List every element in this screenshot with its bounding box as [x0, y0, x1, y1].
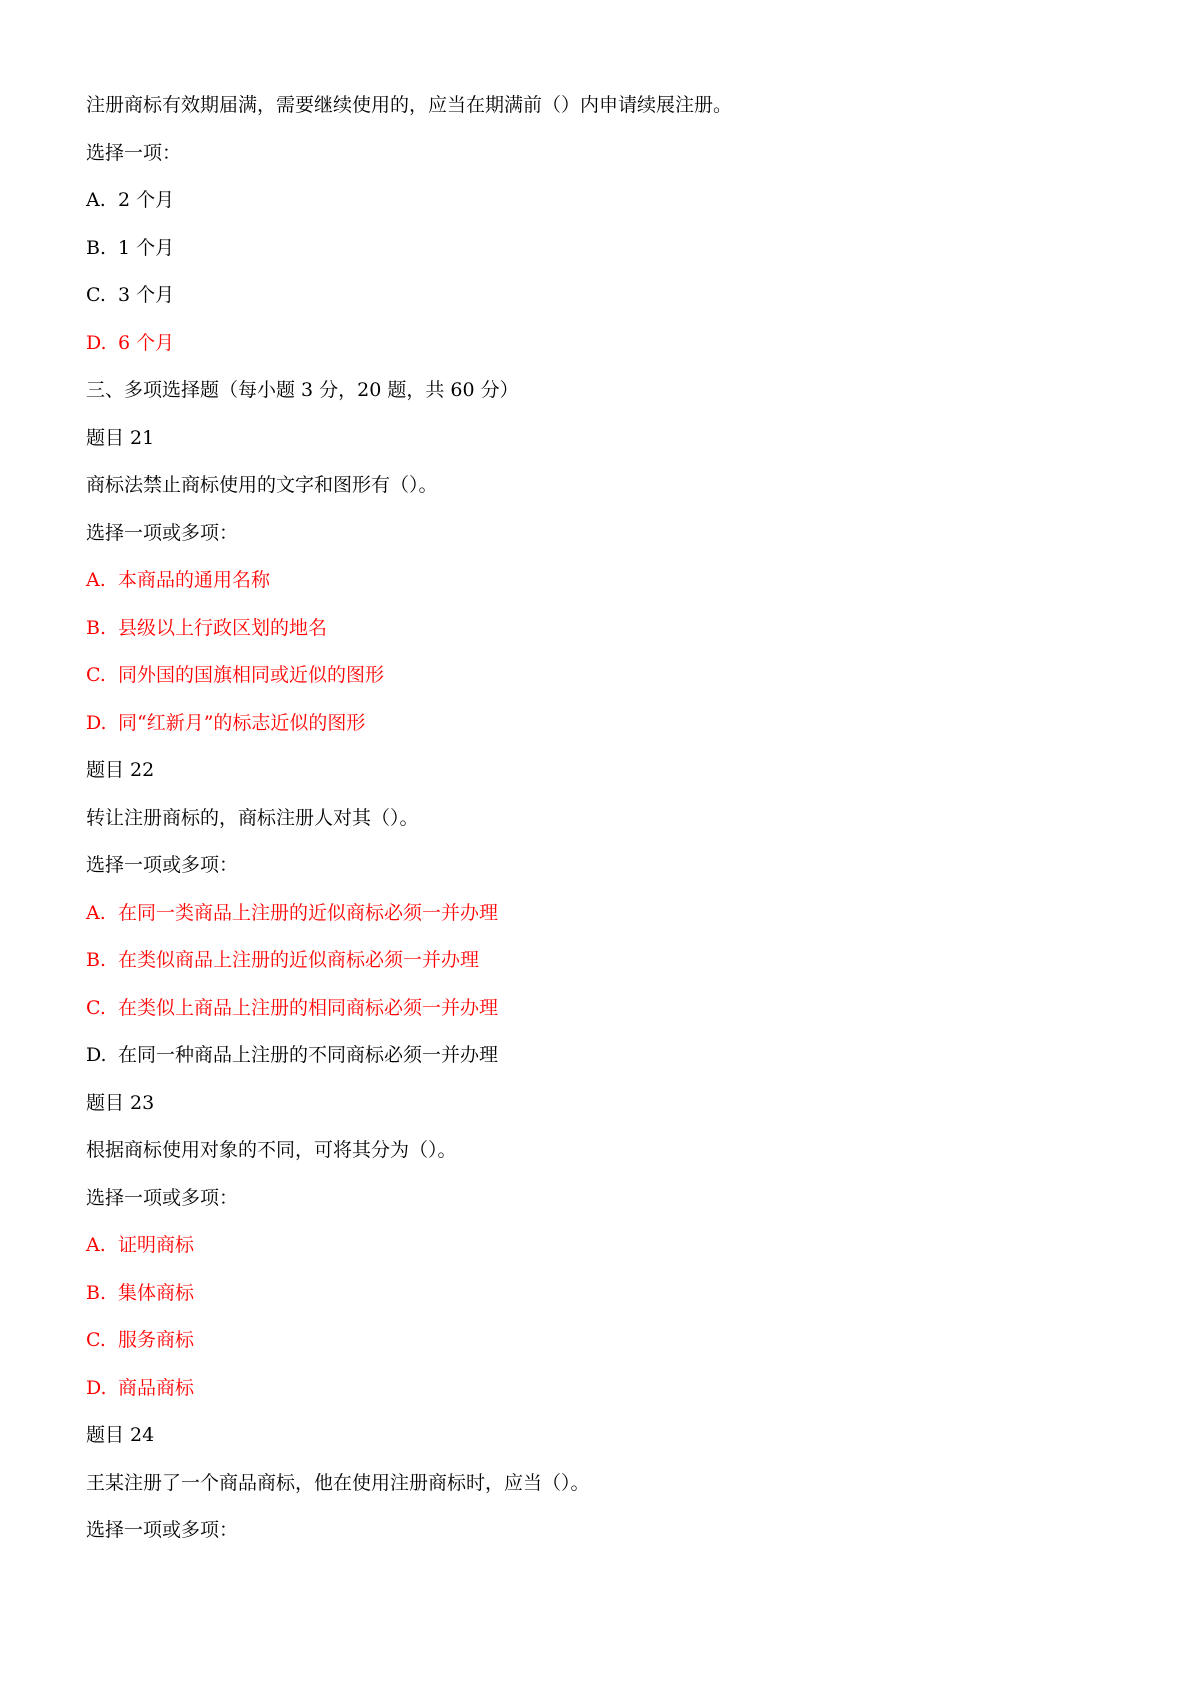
select-prompt: 选择一项： — [86, 141, 182, 164]
option-text: 6 个月 — [118, 331, 175, 354]
option-letter: B. — [86, 616, 107, 639]
select-prompt: 选择一项或多项： — [86, 1519, 239, 1541]
option-b — [86, 235, 1106, 262]
option-text: 2 个月 — [118, 189, 175, 211]
option-text: 同外国的国旗相同或近似的图形 — [118, 664, 385, 686]
question-title: 题目 22 — [86, 759, 155, 781]
option-text: 本商品的通用名称 — [118, 569, 271, 591]
option-d-correct — [86, 710, 1106, 737]
option-text: 在类似上商品上注册的相同商标必须一并办理 — [118, 996, 499, 1019]
option-c-correct — [86, 1327, 1106, 1354]
option-text: 商品商标 — [118, 1376, 195, 1399]
option-b-correct — [86, 1280, 1106, 1307]
section-heading: 三、多项选择题（每小题 3 分，20 题，共 60 分） — [86, 379, 519, 401]
option-text: 在同一种商品上注册的不同商标必须一并办理 — [118, 1044, 499, 1066]
option-c — [86, 282, 1106, 309]
option-letter: C. — [86, 664, 106, 686]
option-letter: B. — [86, 236, 107, 259]
question-stem: 商标法禁止商标使用的文字和图形有（）。 — [86, 474, 438, 496]
option-d-correct — [86, 1375, 1106, 1402]
option-letter: A. — [86, 901, 106, 924]
option-letter: D. — [86, 711, 107, 734]
question-stem: 王某注册了一个商品商标，他在使用注册商标时，应当（）。 — [86, 1471, 590, 1494]
select-prompt: 选择一项或多项： — [86, 854, 239, 876]
option-text: 服务商标 — [118, 1329, 195, 1351]
option-d-correct — [86, 330, 1106, 357]
question-title: 题目 24 — [86, 1424, 155, 1446]
option-d — [86, 1042, 1106, 1069]
option-text: 1 个月 — [118, 236, 175, 259]
option-text: 在类似商品上注册的近似商标必须一并办理 — [118, 949, 480, 971]
question-stem: 注册商标有效期届满，需要继续使用的，应当在期满前（）内申请续展注册。 — [86, 94, 733, 116]
option-letter: D. — [86, 1044, 107, 1066]
option-letter: D. — [86, 331, 107, 354]
select-prompt: 选择一项或多项： — [86, 521, 239, 544]
option-letter: C. — [86, 1329, 106, 1351]
option-letter: B. — [86, 949, 107, 971]
option-b-correct — [86, 615, 1106, 642]
question-stem: 根据商标使用对象的不同，可将其分为（）。 — [86, 1139, 457, 1161]
option-letter: C. — [86, 284, 106, 306]
option-text: 县级以上行政区划的地名 — [118, 616, 328, 639]
option-letter: A. — [86, 569, 106, 591]
option-text: 集体商标 — [118, 1281, 195, 1304]
option-letter: B. — [86, 1281, 107, 1304]
option-c-correct — [86, 662, 1106, 689]
question-stem: 转让注册商标的，商标注册人对其（）。 — [86, 806, 419, 829]
question-title: 题目 23 — [86, 1091, 155, 1114]
option-letter: A. — [86, 1234, 106, 1256]
option-text: 3 个月 — [118, 284, 175, 306]
select-prompt: 选择一项或多项： — [86, 1186, 239, 1209]
question-title: 题目 21 — [86, 426, 155, 449]
option-text: 同“红新月”的标志近似的图形 — [118, 711, 366, 734]
exam-page — [86, 92, 1106, 1565]
option-letter: C. — [86, 996, 106, 1019]
option-text: 证明商标 — [118, 1234, 195, 1256]
option-a — [86, 187, 1106, 214]
option-letter: D. — [86, 1376, 107, 1399]
option-b-correct — [86, 947, 1106, 974]
option-c-correct — [86, 995, 1106, 1022]
option-text: 在同一类商品上注册的近似商标必须一并办理 — [118, 901, 499, 924]
option-letter: A. — [86, 189, 106, 211]
option-a-correct — [86, 900, 1106, 927]
option-a-correct — [86, 567, 1106, 594]
option-a-correct — [86, 1232, 1106, 1259]
